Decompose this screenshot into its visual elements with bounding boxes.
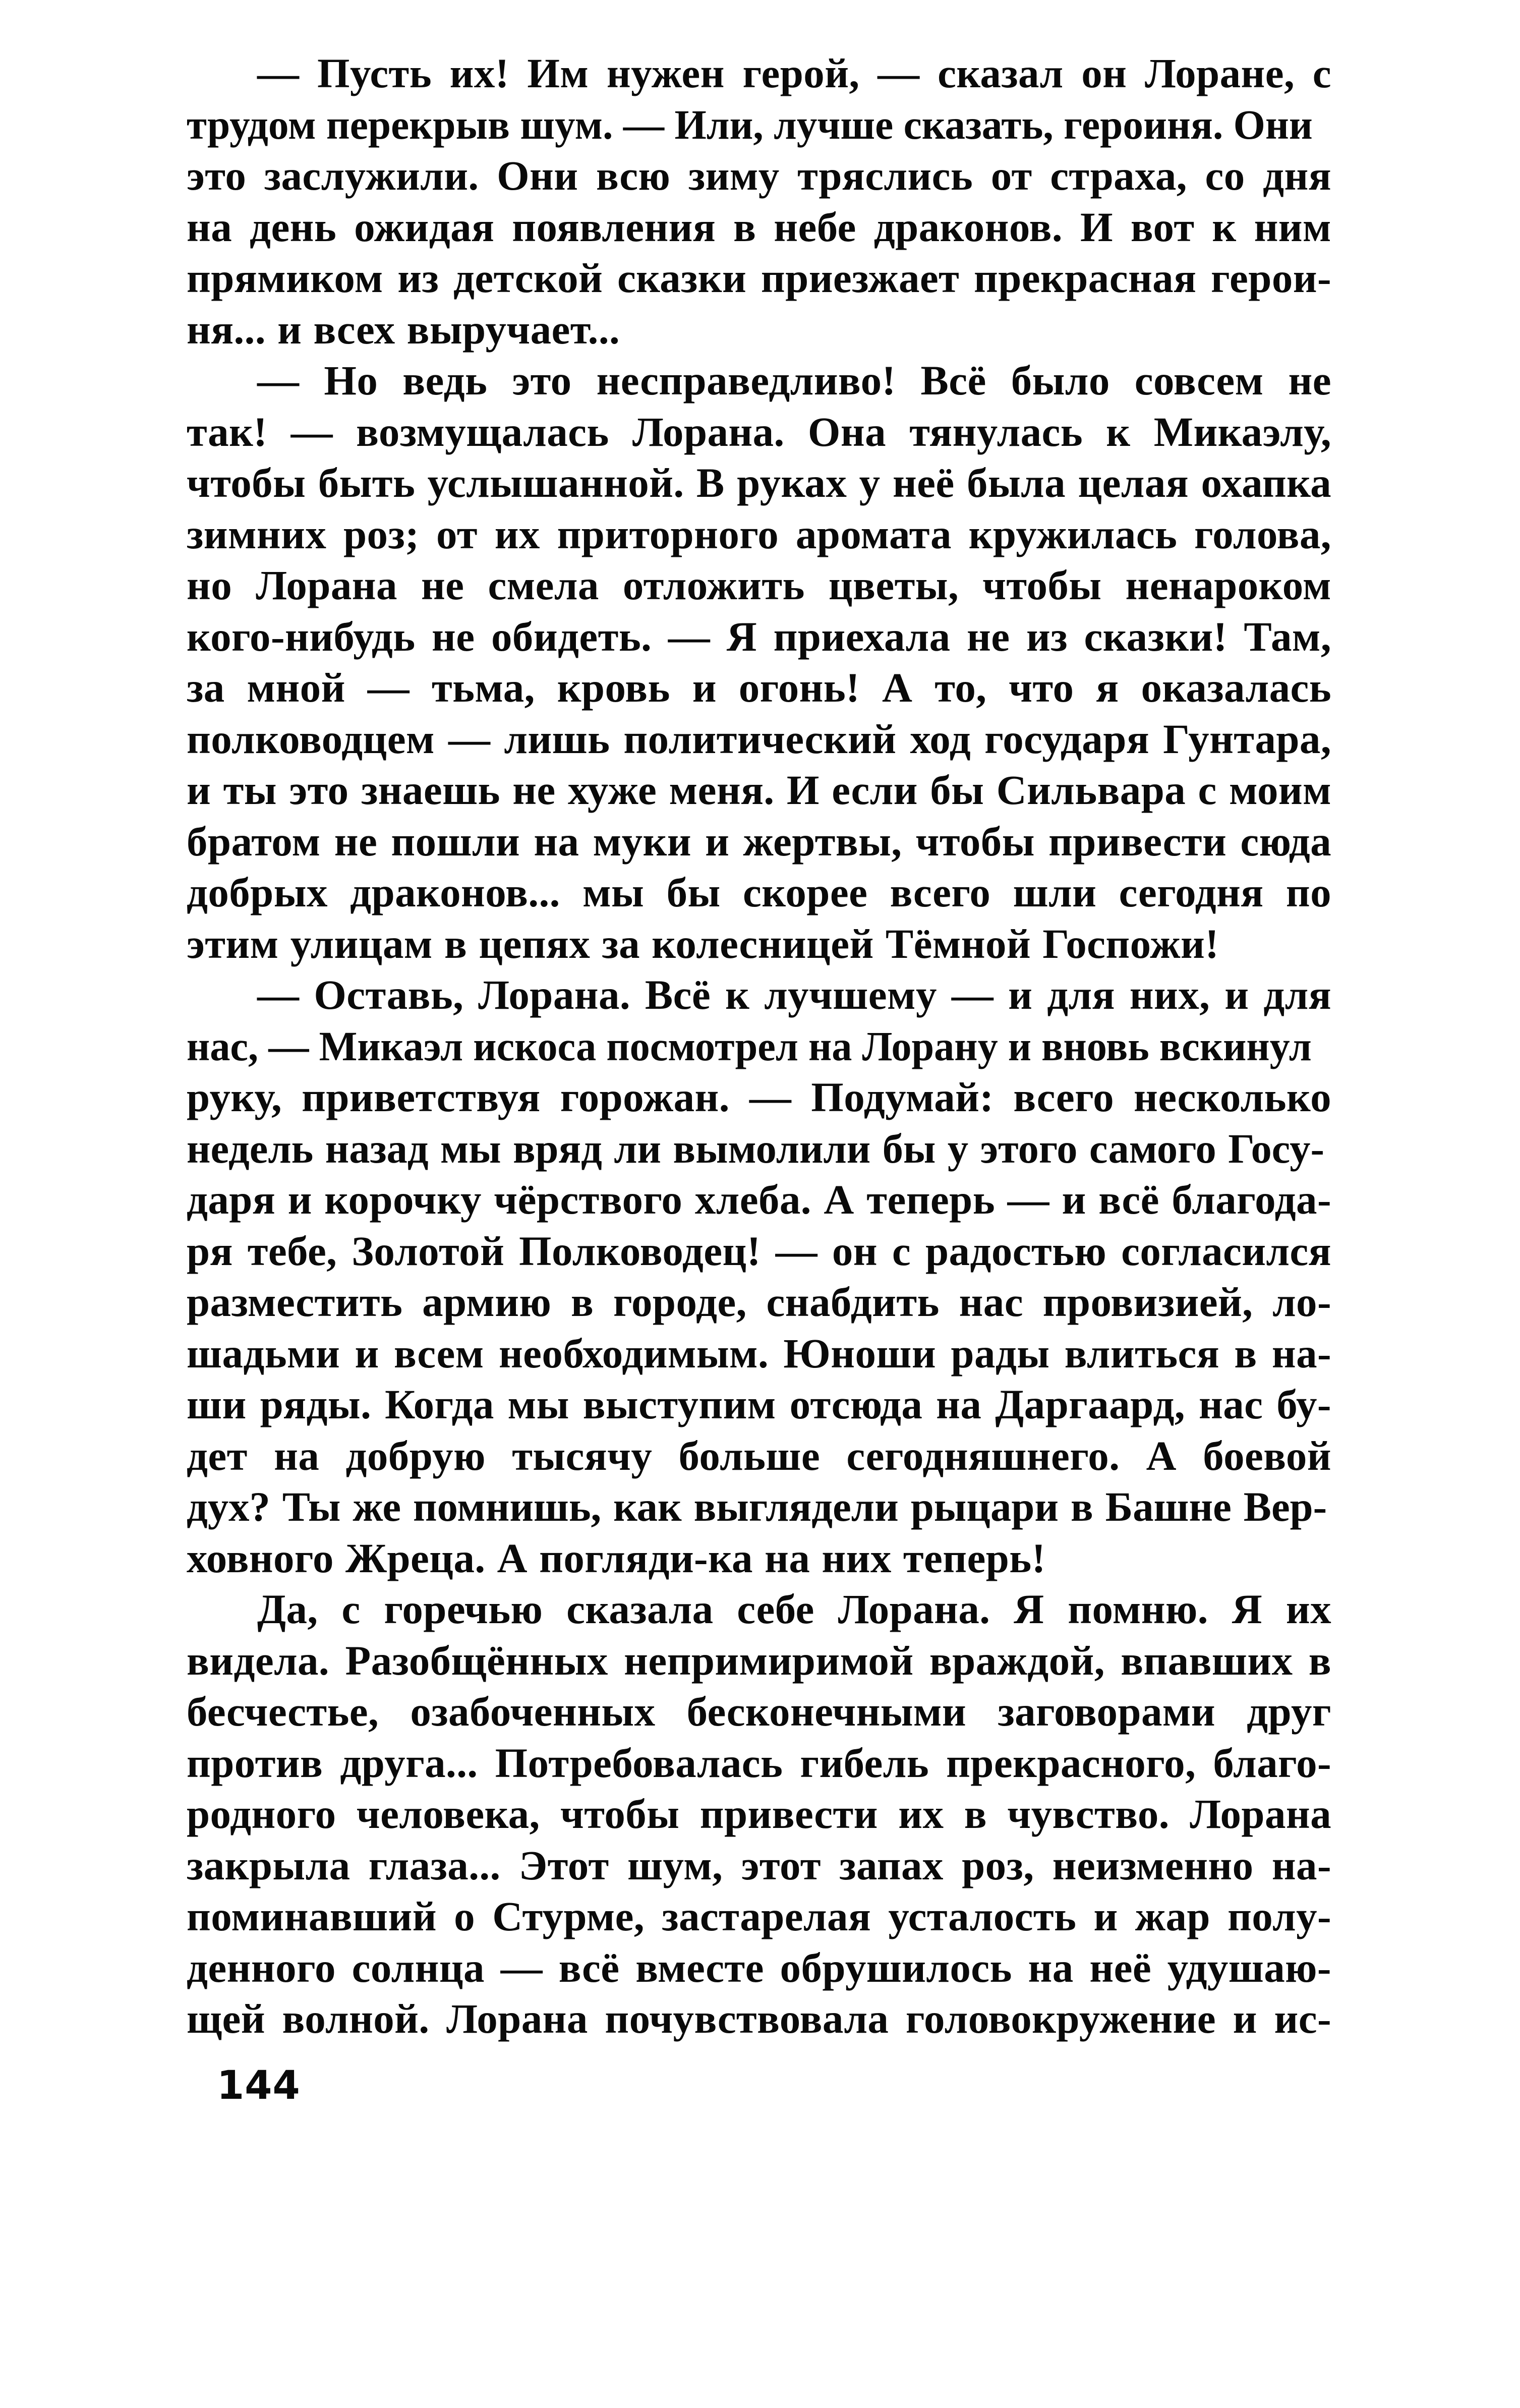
text-line: трудом перекрыв шум. — Или, лучше сказать, героиня. Они: [187, 101, 1313, 148]
text-line: кого-нибудь не обидеть. — Я приехала не из сказки! Там,: [187, 613, 1332, 660]
paragraph: [187, 969, 1331, 1584]
text-line: братом не пошли на муки и жертвы, чтобы привести сюда: [187, 818, 1331, 865]
text-line: дет на добрую тысячу больше сегодняшнего. А боевой: [187, 1432, 1332, 1479]
text-line: поминавший о Стурме, застарелая усталость и жар полу-: [187, 1893, 1332, 1939]
text-line: это заслужили. Они всю зиму тряслись от страха, со дня: [187, 152, 1332, 199]
page-number: 144: [217, 2063, 301, 2108]
paragraph: [187, 355, 1331, 969]
text-line: денного солнца — всё вместе обрушилось на неё удушаю-: [187, 1944, 1331, 1991]
text-line: бесчестье, озабоченных бесконечными заговорами друг: [187, 1688, 1332, 1735]
text-line: прямиком из детской сказки приезжает прекрасная герои-: [187, 255, 1332, 301]
text-line: нас, — Микаэл искоса посмотрел на Лорану и вновь вскинул: [187, 1022, 1312, 1069]
text-line: за мной — тьма, кровь и огонь! А то, что я оказалась: [187, 664, 1332, 711]
text-line: ховного Жреца. А погляди-ка на них теперь!: [187, 1534, 1046, 1581]
text-line: полководцем — лишь политический ход государя Гунтара,: [187, 715, 1331, 762]
text-line: недель назад мы вряд ли вымолили бы у этого самого Госу-: [187, 1125, 1324, 1172]
text-line: на день ожидая появления в небе драконов. И вот к ним: [187, 203, 1331, 250]
text-line: ши ряды. Когда мы выступим отсюда на Даргаард, нас бу-: [187, 1381, 1331, 1427]
text-line: зимних роз; от их приторного аромата кружилась голова,: [187, 510, 1331, 557]
text-line: ря тебе, Золотой Полководец! — он с радостью согласился: [187, 1227, 1331, 1274]
text-line: ня... и всех выручает...: [187, 306, 620, 353]
text-line: щей волной. Лорана почувствовала головокружение и ис-: [187, 1995, 1331, 2042]
text-line: закрыла глаза... Этот шум, этот запах роз, неизменно на-: [187, 1842, 1331, 1888]
text-line: — Пусть их! Им нужен герой, — сказал он Лоране, с: [257, 50, 1331, 96]
text-line: против друга... Потребовалась гибель прекрасного, благо-: [187, 1739, 1332, 1786]
text-line: видела. Разобщённых непримиримой враждой, впавших в: [187, 1637, 1331, 1684]
text-line: — Оставь, Лорана. Всё к лучшему — и для них, и для: [257, 971, 1332, 1018]
text-line: и ты это знаешь не хуже меня. И если бы Сильвара с моим: [187, 767, 1332, 813]
text-body: [187, 48, 1331, 2045]
text-line: разместить армию в городе, снабдить нас провизией, ло-: [187, 1279, 1332, 1325]
text-line: — Но ведь это несправедливо! Всё было совсем не: [257, 357, 1331, 404]
text-line: Да, с горечью сказала себе Лорана. Я помню. Я их: [257, 1586, 1331, 1632]
text-line: чтобы быть услышанной. В руках у неё была целая охапка: [187, 460, 1332, 506]
text-line: шадьми и всем необходимым. Юноши рады влиться в на-: [187, 1330, 1332, 1377]
text-line: дух? Ты же помнишь, как выглядели рыцари в Башне Вер-: [187, 1483, 1327, 1530]
text-line: родного человека, чтобы привести их в чувство. Лорана: [187, 1791, 1331, 1837]
text-line: даря и корочку чёрствого хлеба. А теперь — и всё благода-: [187, 1176, 1331, 1223]
text-line: так! — возмущалась Лорана. Она тянулась к Микаэлу,: [187, 408, 1332, 455]
text-line: но Лорана не смела отложить цветы, чтобы ненароком: [187, 562, 1331, 608]
paragraph: [187, 1584, 1331, 2045]
text-line: руку, приветствуя горожан. — Подумай: всего несколько: [187, 1074, 1331, 1120]
text-line: добрых драконов... мы бы скорее всего шли сегодня по: [187, 869, 1332, 915]
text-line: этим улицам в цепях за колесницей Тёмной Госпожи!: [187, 920, 1219, 967]
paragraph: [187, 48, 1331, 355]
